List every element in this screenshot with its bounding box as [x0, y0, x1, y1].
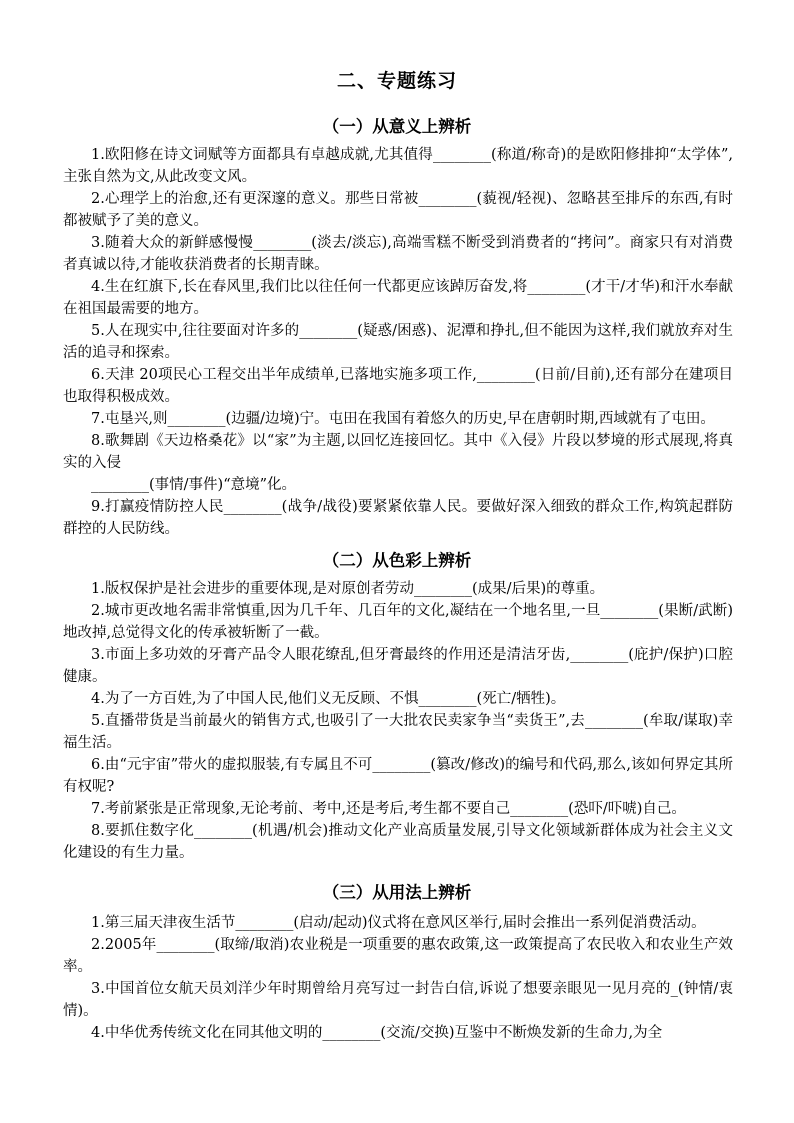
section-usage-items [63, 912, 733, 1044]
question-item: 2.城市更改地名需非常慎重,因为几千年、几百年的文化,凝结在一个地名里,一旦________(果断/武断)地改掉,总觉得文化的传承被斩断了一截。 [63, 603, 733, 641]
question-item: 5.直播带货是当前最火的销售方式,也吸引了一大批农民卖家争当“卖货王”,去________(牟取/谋取)幸福生活。 [63, 713, 733, 751]
question-item: 6.天津 20项民心工程交出半年成绩单,已落地实施多项工作,________(日前/目前),还有部分在建项目也取得积极成效。 [63, 367, 733, 405]
question-item: 5.人在现实中,往往要面对许多的________(疑惑/困惑)、泥潭和挣扎,但不能因为这样,我们就放弃对生活的追寻和探索。 [63, 323, 733, 361]
question-item: 8.要抓住数字化________(机遇/机会)推动文化产业高质量发展,引导文化领域新群体成为社会主义文化建设的有生力量。 [63, 823, 733, 861]
section-meaning-items [63, 144, 733, 540]
question-item: 1.版权保护是社会进步的重要体现,是对原创者劳动________(成果/后果)的尊重。 [91, 581, 605, 597]
question-item: 7.考前紧张是正常现象,无论考前、考中,还是考后,考生都不要自己________(恐吓/吓唬)自己。 [91, 801, 686, 817]
question-item: 7.屯垦兴,则________(边疆/边境)宁。屯田在我国有着悠久的历史,早在唐朝时期,西域就有了屯田。 [91, 411, 715, 427]
question-item: 3.市面上多功效的牙膏产品令人眼花缭乱,但牙膏最终的作用还是清洁牙齿,________(庇护/保护)口腔健康。 [63, 647, 733, 685]
section-color-items [63, 578, 733, 864]
question-item: 2.心理学上的治愈,还有更深邃的意义。那些日常被________(藐视/轻视)、忽略甚至排斥的东西,有时都被赋予了美的意义。 [63, 191, 733, 229]
question-item: 6.由“元宇宙”带火的虚拟服装,有专属且不可________(篡改/修改)的编号和代码,那么,该如何界定其所有权呢? [63, 757, 733, 795]
question-item: 8.歌舞剧《天边格桑花》以“家”为主题,以回忆连接回忆。其中《入侵》片段以梦境的形式展现,将真实的入侵 [63, 433, 733, 471]
question-item: 4.生在红旗下,长在春风里,我们比以往任何一代都更应该踔厉奋发,将________(才干/才华)和汗水奉献在祖国最需要的地方。 [63, 279, 733, 317]
page-title: 二、专题练习 [336, 70, 457, 92]
section-heading-meaning: （一）从意义上辨析 [322, 117, 472, 136]
question-item: 4.中华优秀传统文化在同其他文明的________(交流/交换)互鉴中不断焕发新的生命力,为全 [91, 1025, 663, 1041]
question-item: 3.中国首位女航天员刘洋少年时期曾给月亮写过一封告白信,诉说了想要亲眼见一见月亮的_(钟情/衷情)。 [63, 981, 733, 1019]
section-heading-usage: （三）从用法上辨析 [322, 883, 472, 902]
question-item: 4.为了一方百姓,为了中国人民,他们义无反顾、不惧________(死亡/牺牲)。 [91, 691, 566, 707]
question-item: 1.欧阳修在诗文词赋等方面都具有卓越成就,尤其值得________(称道/称奇)的是欧阳修排抑“太学体”,主张自然为文,从此改变文风。 [63, 147, 733, 185]
question-item-continuation: ________(事情/事件)“意境”化。 [91, 477, 297, 493]
question-item: 1.第三届天津夜生活节________(启动/起动)仪式将在意风区举行,届时会推出一系列促消费活动。 [91, 915, 706, 931]
question-item: 2.2005年________(取缔/取消)农业税是一项重要的惠农政策,这一政策提高了农民收入和农业生产效率。 [63, 937, 733, 975]
question-item: 9.打赢疫情防控人民________(战争/战役)要紧紧依靠人民。要做好深入细致的群众工作,构筑起群防群控的人民防线。 [63, 499, 733, 537]
question-item: 3.随着大众的新鲜感慢慢________(淡去/淡忘),高端雪糕不断受到消费者的“拷问”。商家只有对消费者真诚以待,才能收获消费者的长期青睐。 [63, 235, 733, 273]
section-heading-color: （二）从色彩上辨析 [322, 551, 472, 570]
